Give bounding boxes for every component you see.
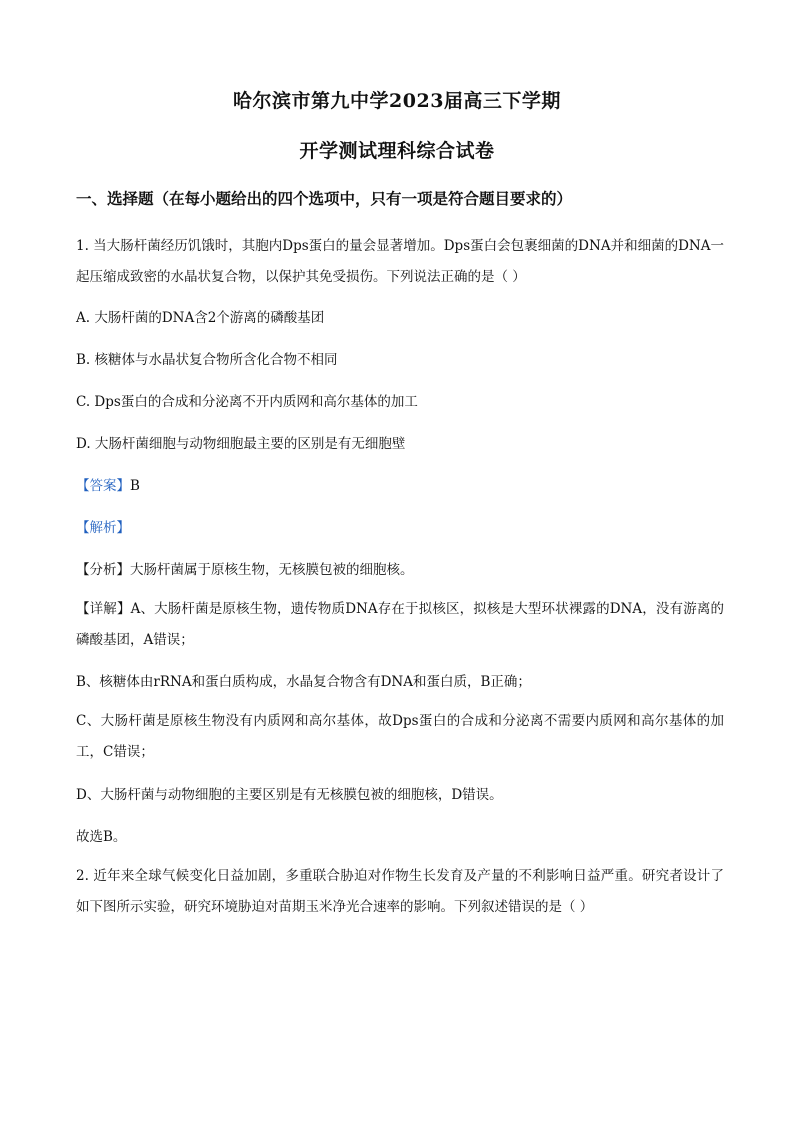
answer-value: B xyxy=(130,478,140,494)
conclusion-text: 故选B。 xyxy=(76,829,127,845)
section-heading: 一、选择题（在每小题给出的四个选项中，只有一项是符合题目要求的） xyxy=(76,189,573,208)
xiangjie-tag: 【详解】 xyxy=(76,601,131,617)
fenxi-line xyxy=(76,558,414,578)
question-1-option-d: D. 大肠杆菌细胞与动物细胞最主要的区别是有无细胞壁 xyxy=(76,436,406,452)
question-2-stem: 2. 近年来全球气候变化日益加剧，多重联合胁迫对作物生长发育及产量的不利影响日益严重。研究者设计了如下图所示实验，研究环境胁迫对苗期玉米净光合速率的影响。下列叙述错误的是（ ） xyxy=(76,868,724,915)
question-1-option-a: A. 大肠杆菌的DNA含2个游离的磷酸基团 xyxy=(76,310,325,326)
analysis-tag: 【解析】 xyxy=(76,520,130,536)
question-1-option-b: B. 核糖体与水晶状复合物所含化合物不相同 xyxy=(76,352,338,368)
answer-tag: 【答案】 xyxy=(76,478,130,494)
document-title-line2: 开学测试理科综合试卷 xyxy=(299,140,495,162)
analysis-line xyxy=(76,516,130,536)
detail-b-text: B、核糖体由rRNA和蛋白质构成，水晶复合物含有DNA和蛋白质，B正确； xyxy=(76,674,531,690)
fenxi-text: 大肠杆菌属于原核生物，无核膜包被的细胞核。 xyxy=(130,562,414,578)
answer-line xyxy=(76,474,140,494)
document-title-line1: 哈尔滨市第九中学2023届高三下学期 xyxy=(233,90,561,112)
detail-c-text: C、大肠杆菌是原核生物没有内质网和高尔基体，故Dps蛋白的合成和分泌离不需要内质网和高尔基体的加工，C错误； xyxy=(76,713,724,760)
detail-a-text: A、大肠杆菌是原核生物，遗传物质DNA存在于拟核区，拟核是大型环状裸露的DNA，没有游离的磷酸基团，A错误； xyxy=(76,601,724,648)
detail-d-text: D、大肠杆菌与动物细胞的主要区别是有无核膜包被的细胞核，D错误。 xyxy=(76,787,503,803)
fenxi-tag: 【分析】 xyxy=(76,562,130,578)
detail-a-paragraph xyxy=(76,594,724,656)
question-1-stem: 1. 当大肠杆菌经历饥饿时，其胞内Dps蛋白的量会显著增加。Dps蛋白会包裹细菌的DNA并和细菌的DNA一起压缩成致密的水晶状复合物，以保护其免受损伤。下列说法正确的是（ ） xyxy=(76,238,724,285)
question-1-option-c: C. Dps蛋白的合成和分泌离不开内质网和高尔基体的加工 xyxy=(76,394,418,410)
